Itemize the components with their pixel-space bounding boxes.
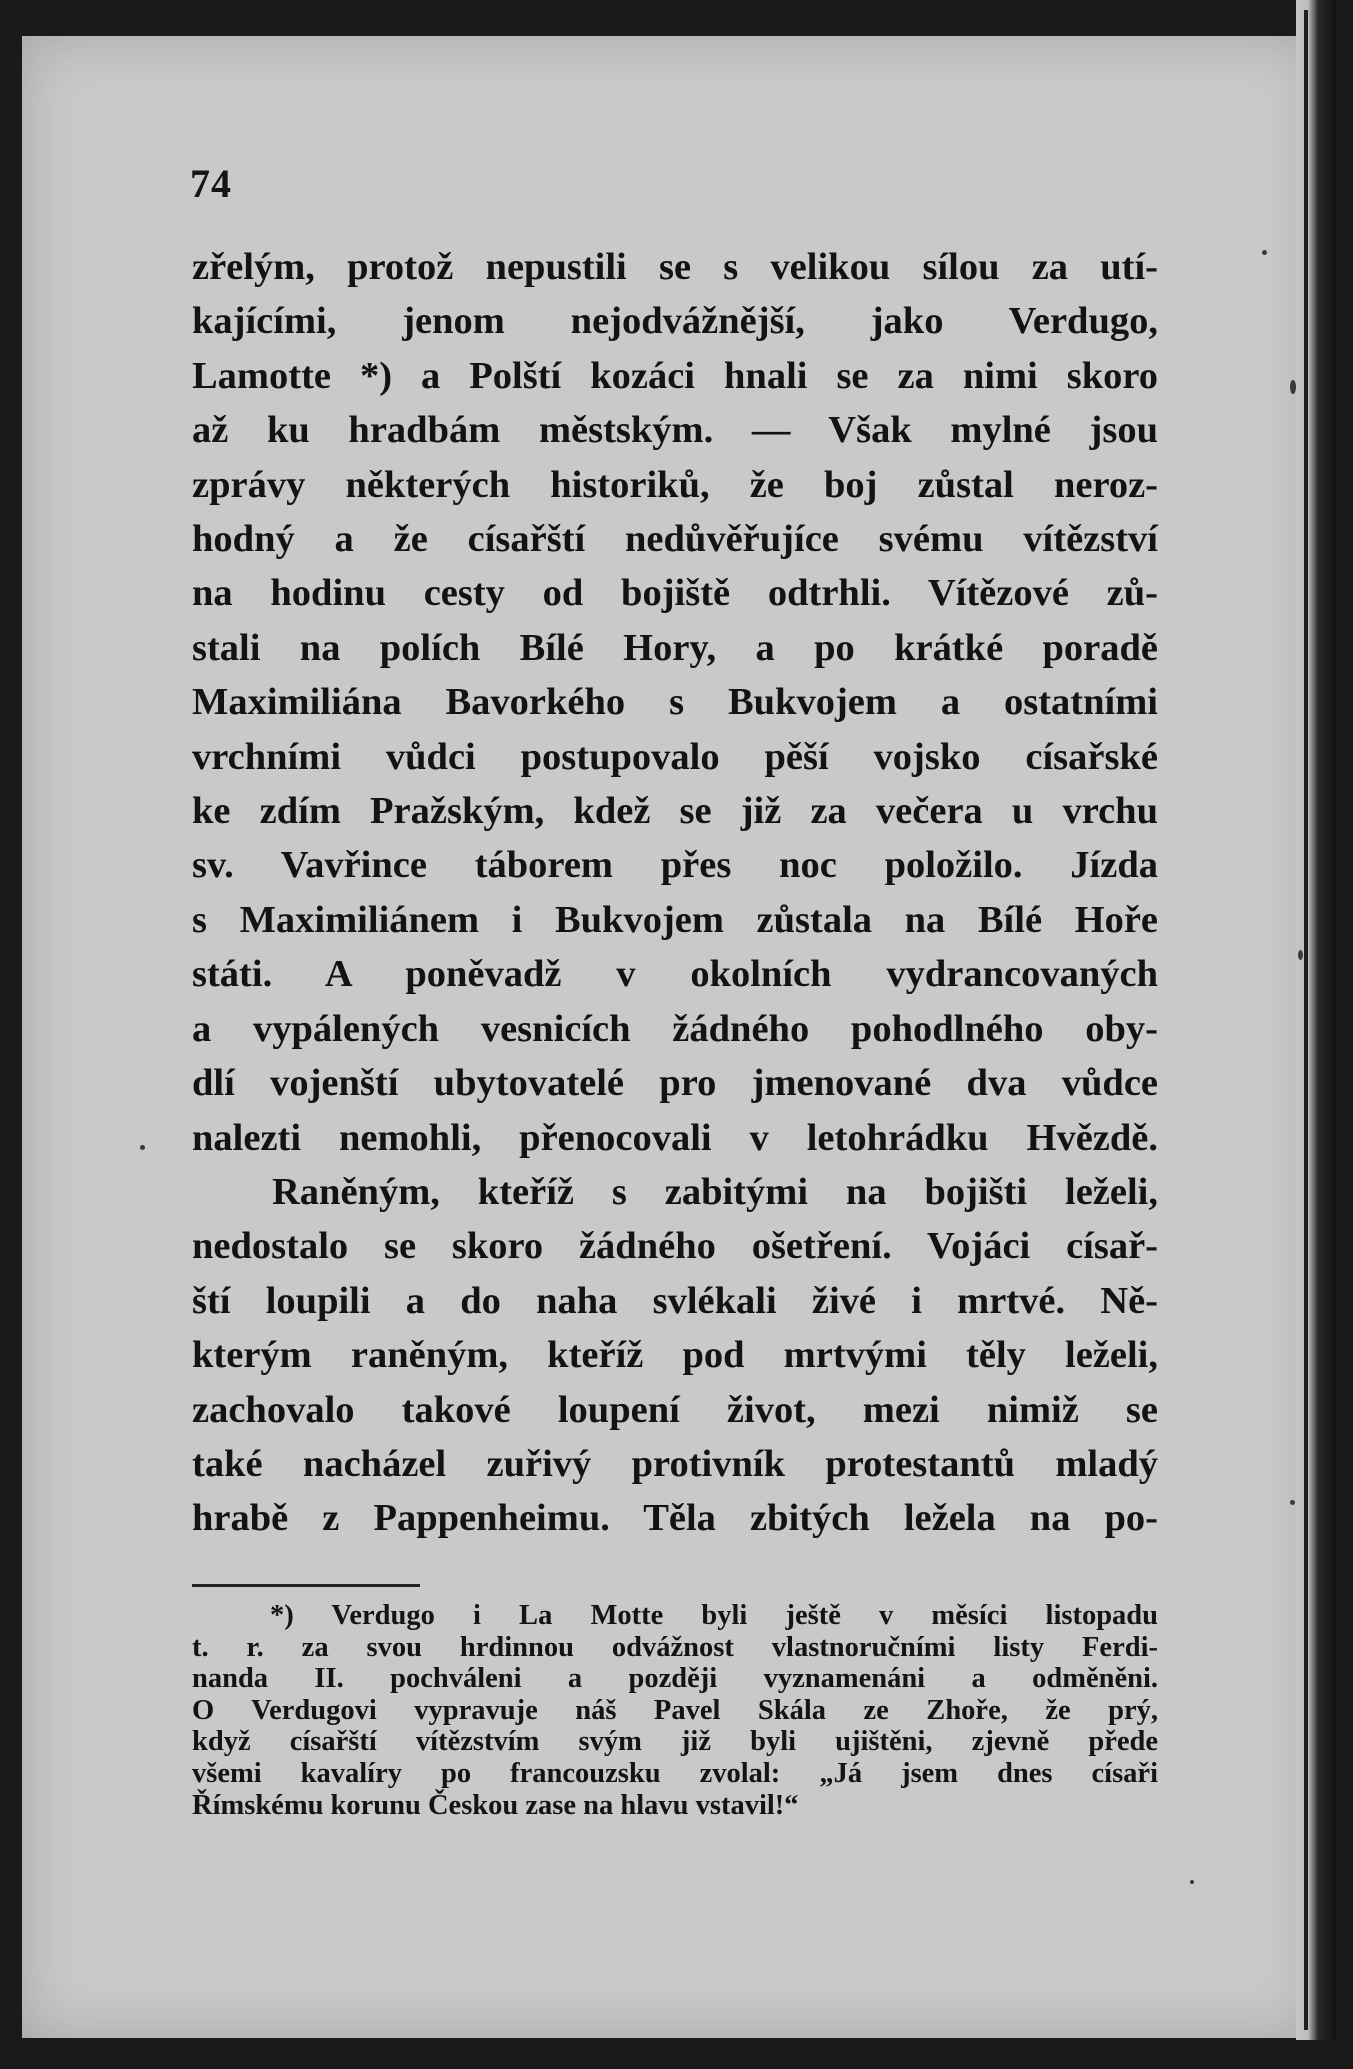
footnote-separator: [192, 1584, 420, 1587]
body-line: zprávy některých historiků, že boj zůstal neroz-: [192, 463, 1158, 506]
body-line: zřelým, protož nepustili se s velikou sílou za utí-: [192, 246, 1158, 288]
body-line: kterým raněným, kteříž pod mrtvými těly leželi,: [192, 1334, 1158, 1377]
footnote-line: nanda II. pochváleni a později vyznamenáni a odměněni.: [192, 1663, 1158, 1695]
footnote-line: O Verdugovi vypravuje náš Pavel Skála ze Zhoře, že prý,: [192, 1694, 1158, 1726]
body-line: kajícími, jenom nejodvážnější, jako Verdugo,: [192, 300, 1158, 343]
body-line-paragraph-start: Raněným, kteříž s zabitými na bojišti leželi,: [272, 1170, 1158, 1213]
footnote-line: Římskému korunu Českou zase na hlavu vstavil!“: [192, 1789, 799, 1821]
book-spine-line: [1304, 10, 1308, 2030]
page-edge-shadow: [1296, 0, 1336, 2040]
body-line: hodný a že císařští nedůvěřujíce svému vítězství: [192, 518, 1158, 561]
footnote: [192, 1600, 1158, 1821]
body-line: hrabě z Pappenheimu. Těla zbitých ležela na po-: [192, 1497, 1158, 1540]
scan-speck: [140, 1145, 145, 1150]
body-line: nalezti nemohli, přenocovali v letohrádku Hvězdě.: [192, 1116, 1158, 1159]
body-line: stali na polích Bílé Hory, a po krátké poradě: [192, 626, 1158, 669]
scan-speck: [1290, 1500, 1295, 1505]
footnote-line: všemi kavalíry po francouzsku zvolal: „Já jsem dnes císaři: [192, 1757, 1158, 1789]
body-line: nedostalo se skoro žádného ošetření. Vojáci císař-: [192, 1225, 1158, 1268]
scan-speck: [1290, 380, 1296, 394]
body-line: s Maximiliánem i Bukvojem zůstala na Bílé Hoře: [192, 898, 1158, 941]
body-line: vrchními vůdci postupovalo pěší vojsko císařské: [192, 735, 1158, 778]
page-number: 74: [190, 161, 232, 206]
body-text: [192, 240, 1158, 1546]
scan-speck: [1190, 1880, 1194, 1884]
scan-speck: [1298, 950, 1303, 960]
body-line: ke zdím Pražským, kdež se již za večera u vrchu: [192, 790, 1158, 833]
body-line: dlí vojenští ubytovatelé pro jmenované dva vůdce: [192, 1062, 1158, 1105]
footnote-line: t. r. za svou hrdinnou odvážnost vlastnoručními listy Ferdi-: [192, 1631, 1158, 1663]
body-line: až ku hradbám městským. — Však mylné jsou: [192, 409, 1158, 452]
footnote-line: když císařští vítězstvím svým již byli ujištěni, zjevně přede: [192, 1726, 1158, 1758]
body-line: na hodinu cesty od bojiště odtrhli. Vítězové zů-: [192, 572, 1158, 615]
body-line: a vypálených vesnicích žádného pohodlného oby-: [192, 1007, 1158, 1050]
body-line: také nacházel zuřivý protivník protestantů mladý: [192, 1442, 1158, 1485]
body-line: ští loupili a do naha svlékali živé i mrtvé. Ně-: [192, 1279, 1158, 1322]
body-line: Maximiliána Bavorkého s Bukvojem a ostatními: [192, 681, 1158, 724]
scan-speck: [1262, 250, 1267, 255]
body-line: sv. Vavřince táborem přes noc položilo. Jízda: [192, 844, 1158, 887]
footnote-line: *) Verdugo i La Motte byli ještě v měsíci listopadu: [270, 1600, 1158, 1631]
body-line: Lamotte *) a Polští kozáci hnali se za nimi skoro: [192, 354, 1158, 397]
body-line: zachovalo takové loupení život, mezi nimiž se: [192, 1388, 1158, 1431]
body-line: státi. A poněvadž v okolních vydrancovaných: [192, 953, 1158, 996]
